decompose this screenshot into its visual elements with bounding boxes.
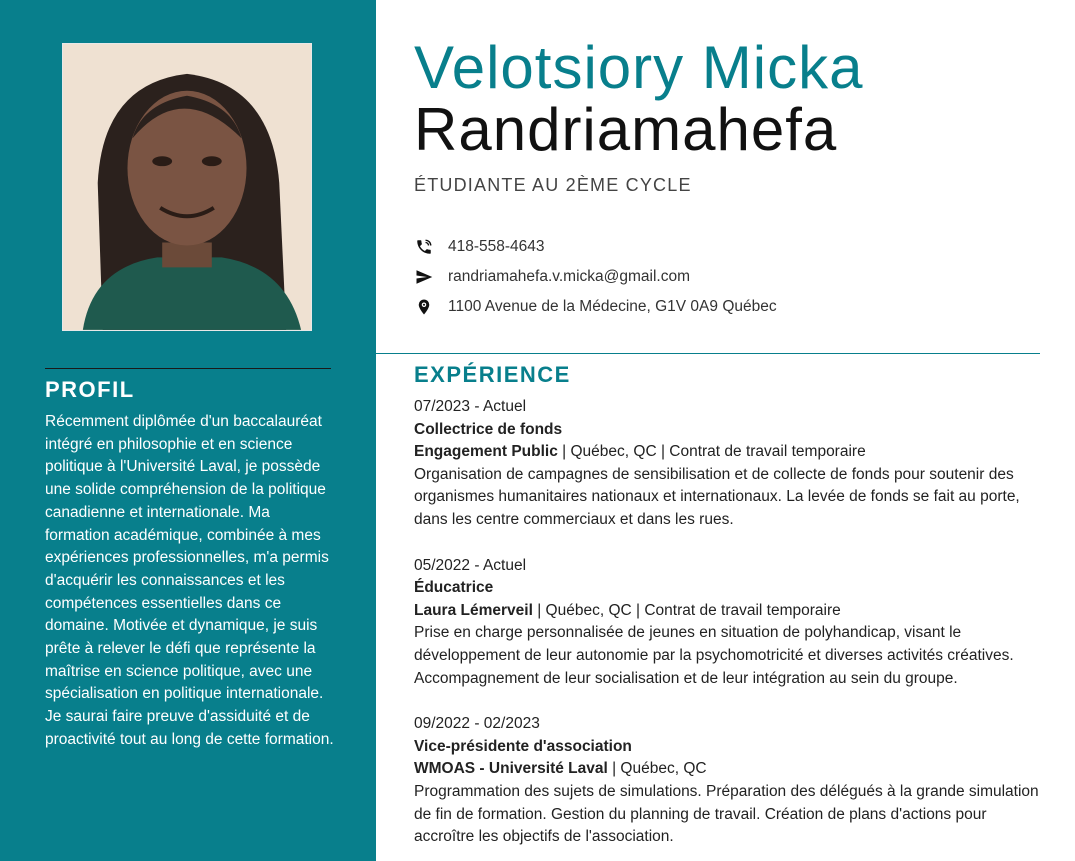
job-description: Prise en charge personnalisée de jeunes en situation de polyhandicap, visant le développement de leur autonomie par la psychomotricité et diverses activités créatives. Accompagnement de leur socialisation et de leur intégration au sein du groupe. [414,624,1014,687]
job-employer-line [414,441,1044,464]
sidebar [0,0,376,861]
job-description: Programmation des sujets de simulations. Préparation des délégués à la grande simulation de fin de formation. Gestion du planning de travail. Création de plans d'actions pour accroître les objectifs de l'association. [414,782,1039,846]
job-entry [414,555,1044,691]
job-dates: 05/2022 - Actuel [414,556,527,574]
job-company: WMOAS - Université Laval [414,760,608,778]
last-name: Randriamahefa [414,96,838,163]
job-details: | Québec, QC [607,760,707,778]
main-divider [376,353,1040,354]
job-entry [414,396,1044,532]
contact-address [414,292,777,322]
job-dates: 09/2022 - 02/2023 [414,715,540,733]
email-address: randriamahefa.v.micka@gmail.com [448,268,690,285]
phone-number: 418-558-4643 [448,238,545,255]
job-description: Organisation de campagnes de sensibilisation et de collecte de fonds pour soutenir des organismes humanitaires nationaux et internationaux. La levée de fonds se fait au porte, dans les centre commerciaux et dans les rues. [414,465,1020,528]
profile-photo [62,43,312,331]
profile-heading: PROFIL [45,377,135,402]
sidebar-divider [45,368,331,369]
phone-icon [414,237,434,257]
first-name: Velotsiory Micka [414,34,864,101]
job-title: Éducatrice [414,579,494,597]
job-title: Vice-présidente d'association [414,737,632,755]
contact-phone [414,232,777,262]
job-details: | Québec, QC | Contrat de travail temporaire [557,443,866,461]
job-company: Laura Lémerveil [414,601,533,619]
job-employer-line [414,600,1044,623]
main-content [376,0,1075,861]
location-pin-icon [414,297,434,317]
postal-address: 1100 Avenue de la Médecine, G1V 0A9 Québec [448,298,777,315]
job-entry [414,713,1044,849]
contact-list [414,232,777,322]
job-details: | Québec, QC | Contrat de travail temporaire [532,601,841,619]
job-dates: 07/2023 - Actuel [414,398,527,415]
profile-text: Récemment diplômée d'un baccalauréat intégré en philosophie et en science politique à l'Université Laval, je possède une solide compréhension de la politique canadienne et internationale. Ma formation académique, combinée à mes expériences professionnelles, m'a permis d'acquérir les connaissances et les compétences essentielles dans ce domaine. Motivée et dynamique, je suis prête à relever le défi que représente la maîtrise en science politique, avec une spécialisation en politique internationale. Je saurai faire preuve d'assiduité et de proactivité tout au long de cette formation. [45,413,334,748]
contact-email [414,262,777,292]
experience-heading: EXPÉRIENCE [414,362,571,387]
job-subtitle: ÉTUDIANTE AU 2ÈME CYCLE [414,175,692,195]
job-company: Engagement Public [414,443,558,461]
experience-list [414,396,1044,861]
job-title: Collectrice de fonds [414,420,563,438]
job-employer-line [414,758,1044,781]
send-icon [414,267,434,287]
